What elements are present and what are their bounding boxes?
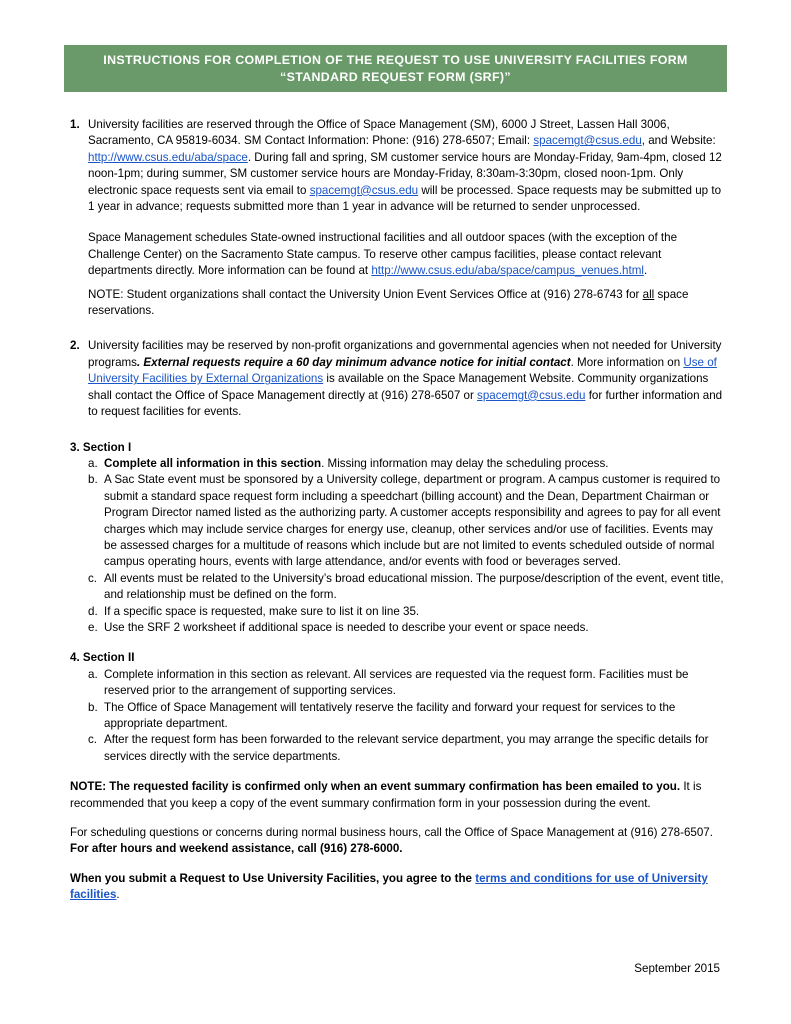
text: University facilities may be reserved by non-profit organizations and governmental agencies when not needed for University programs: [88, 339, 722, 369]
item-1-note: [88, 287, 725, 320]
instruction-item-2: [70, 338, 725, 420]
bold-text: NOTE: The requested facility is confirmed only when an event summary confirmation has been emailed to you.: [70, 780, 681, 794]
text: It is recommended that you keep a copy of the event summary confirmation form in your possession during the event.: [70, 780, 702, 810]
text: will be processed. Space requests may be submitted up to 1 year in advance; requests submitted more than 1 year in advance will be returned to sender unprocessed.: [88, 183, 722, 214]
text: . More information on: [570, 355, 684, 369]
text: University facilities are reserved through the Office of Space Management (SM), 6000 J Street, Lassen Hall 3006, Sacramento, CA 95819-6034. SM Contact Information: Phone: (916) 278-6507; Email:: [88, 118, 670, 148]
item-1-paragraph-1: [88, 117, 725, 215]
text: NOTE: Student organizations shall contact the University Union Event Services Office at (916) 278-6743 for: [88, 287, 643, 301]
text: , and Website:: [641, 134, 716, 148]
text: space reservations.: [88, 287, 689, 318]
text: A Sac State event must be sponsored by a University college, department or program. A campus customer is required to submit a standard space request form including a speedchart (billing account) and the Dean, Department Chairman or Program Director named listed as the authorizing party. A customer accepts responsibility and agrees to pay for all event charges which may include service charges for energy use, cleanup, other services and/or use of facilities. Events may be assessed charges for a multitude of reasons which include but are not limited to events scheduled outside of normal campus operating hours, events with large attendance, and/or events with food or beverages served.: [104, 473, 721, 569]
text: is available on the Space Management Website. Community organizations shall contact the Office of Space Management directly at (916) 278-6507 or: [88, 372, 709, 402]
item-letter: a.: [88, 456, 98, 470]
text: Use the SRF 2 worksheet if additional space is needed to describe your event or space needs.: [104, 620, 589, 634]
item-letter: d.: [88, 604, 98, 618]
text: .: [643, 264, 648, 278]
text: Space Management schedules State-owned instructional facilities and all outdoor spaces (with the exception of the Challenge Center) on the Sacramento State campus. To reserve other campus facilities, please contact relevant departments directly. More information can be found at: [88, 231, 678, 278]
confirmation-note: [70, 779, 725, 812]
section-1-item-a: [70, 456, 725, 472]
item-letter: b.: [88, 700, 98, 714]
bold-text: Complete all information in this section: [104, 456, 322, 470]
text: . During fall and spring, SM customer service hours are Monday-Friday, 9am-4pm, closed 12 noon-1pm; during summer, SM customer service hours are Monday-Friday, 8:30am-3:30pm, closed noon-1pm. Only electronic space requests sent via email to: [88, 150, 722, 197]
item-letter: c.: [88, 571, 98, 585]
item-letter: a.: [88, 667, 98, 681]
agreement-statement: [70, 871, 725, 904]
section-1-item-d: [70, 604, 725, 620]
text: .: [116, 888, 120, 902]
footer-date: September 2015: [634, 962, 720, 975]
text: If a specific space is requested, make sure to list it on line 35.: [104, 604, 420, 618]
item-1-paragraph-2: [88, 230, 725, 279]
title-banner: [64, 45, 727, 92]
campus-venues-link[interactable]: http://www.csus.edu/aba/space/campus_venues.html: [371, 264, 644, 278]
section-1-item-b: [70, 472, 725, 570]
instruction-item-4: [70, 650, 725, 765]
item-number: 2.: [70, 339, 80, 353]
title-line-1: INSTRUCTIONS FOR COMPLETION OF THE REQUEST TO USE UNIVERSITY FACILITIES FORM: [103, 52, 688, 67]
section-1-item-e: [70, 620, 725, 636]
item-letter: c.: [88, 733, 98, 747]
underlined-all: all: [642, 287, 655, 301]
email-link[interactable]: spacemgt@csus.edu: [533, 134, 642, 148]
advance-notice-text: . External requests require a 60 day minimum advance notice for initial contact: [136, 355, 571, 369]
email-link[interactable]: spacemgt@csus.edu: [477, 388, 586, 402]
text: The Office of Space Management will tentatively reserve the facility and forward your request for services to the appropriate department.: [104, 700, 676, 730]
section-1-heading: 3. Section I: [70, 440, 132, 454]
item-number: 1.: [70, 118, 80, 131]
text: After the request form has been forwarded to the relevant service department, you may arrange the specific details for services directly with the service departments.: [104, 733, 709, 763]
item-letter: e.: [88, 620, 98, 634]
text: All events must be related to the University’s broad educational mission. The purpose/description of the event, event title, and relationship must be defined on the form.: [104, 571, 724, 602]
item-letter: b.: [88, 473, 98, 487]
title-line-2: “STANDARD REQUEST FORM (SRF)”: [280, 69, 511, 84]
text: When you submit a Request to Use University Facilities, you agree to the: [70, 871, 476, 885]
section-2-heading: 4. Section II: [70, 651, 135, 665]
document-body: [70, 117, 725, 911]
instruction-item-1: [70, 117, 725, 319]
text: for further information and to request facilities for events.: [88, 388, 723, 419]
external-organizations-link[interactable]: Use of University Facilities by External Organizations: [88, 355, 717, 386]
instruction-item-3: [70, 440, 725, 637]
after-hours-text: For after hours and weekend assistance, call (916) 278-6000.: [70, 842, 403, 856]
text: Complete information in this section as relevant. All services are requested via the request form. Facilities must be reserved prior to the arrangement of supporting services.: [104, 667, 689, 698]
terms-and-conditions-link[interactable]: terms and conditions for use of University facilities: [70, 871, 708, 902]
section-2-item-a: [70, 667, 725, 700]
text: . Missing information may delay the scheduling process.: [321, 456, 609, 470]
email-link[interactable]: spacemgt@csus.edu: [309, 183, 419, 197]
text: For scheduling questions or concerns during normal business hours, call the Office of Space Management at (916) 278-6507.: [70, 826, 713, 840]
website-link[interactable]: http://www.csus.edu/aba/space: [88, 150, 248, 164]
scheduling-contact: [70, 825, 725, 858]
section-1-item-c: [70, 571, 725, 604]
item-2-paragraph: [88, 338, 725, 420]
section-2-item-c: [70, 732, 725, 765]
section-2-item-b: [70, 700, 725, 733]
